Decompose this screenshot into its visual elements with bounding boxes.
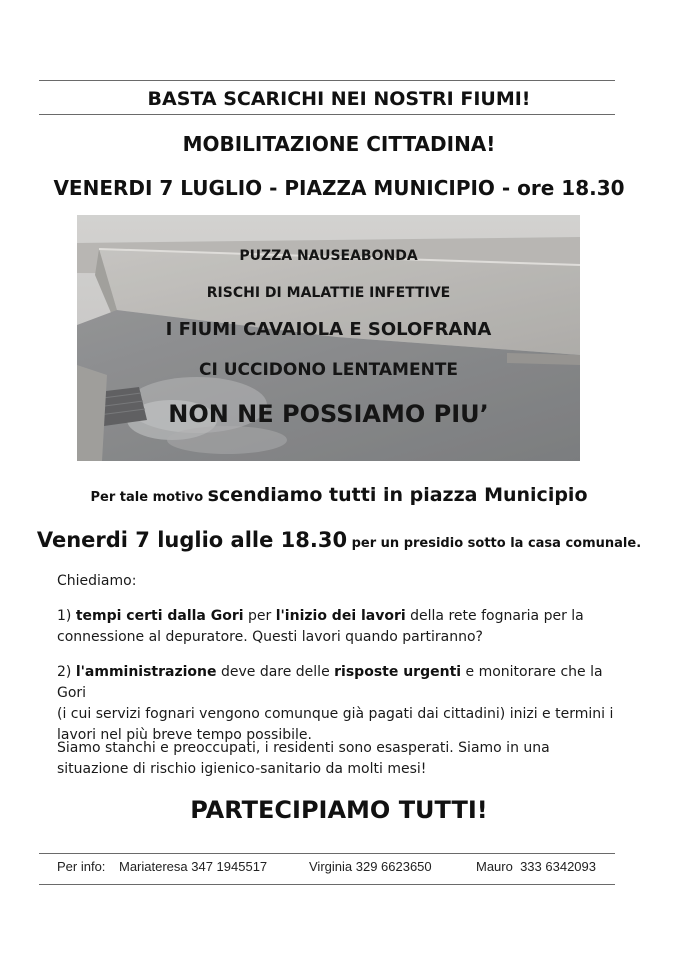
- contact-label: Per info:: [57, 859, 106, 874]
- date-small-text: per un presidio sotto la casa comunale.: [347, 536, 642, 551]
- request-2-line-3: lavori nel più breve tempo possibile.: [57, 727, 312, 743]
- overlay-line-4: CI UCCIDONO LENTAMENTE: [198, 360, 459, 380]
- request-2-bold-b: risposte urgenti: [334, 664, 462, 680]
- request-1: [57, 606, 627, 648]
- contact-virginia: Virginia 329 6623650: [309, 859, 432, 874]
- footer-top-rule: [39, 853, 615, 854]
- river-photo: [77, 215, 580, 461]
- request-1-line-2: connessione al depuratore. Questi lavori quando partiranno?: [57, 629, 483, 645]
- footer-bottom-rule: [39, 884, 615, 885]
- closing-line-1: Siamo stanchi e preoccupati, i residenti sono esasperati. Siamo in una: [57, 740, 550, 756]
- request-1-number: 1): [57, 608, 76, 624]
- closing-line-2: situazione di rischio igienico-sanitario da molti mesi!: [57, 761, 427, 777]
- overlay-line-1: PUZZA NAUSEABONDA: [239, 248, 418, 264]
- request-1-text-a: per: [243, 608, 276, 624]
- contact-mariateresa: Mariateresa 347 1945517: [119, 859, 268, 874]
- request-2-bold-a: l'amministrazione: [75, 664, 217, 680]
- request-2-line-2: (i cui servizi fognari vengono comunque già pagati dai cittadini) inizi e termini i: [57, 706, 614, 722]
- headline: BASTA SCARICHI NEI NOSTRI FIUMI!: [147, 88, 531, 110]
- request-2-text-b: e monitorare che la Gori: [57, 664, 603, 701]
- call-to-action: PARTECIPIAMO TUTTI!: [190, 796, 488, 824]
- event-date-line: VENERDI 7 LUGLIO - PIAZZA MUNICIPIO - ore 18.30: [53, 176, 625, 200]
- mobilization-title: MOBILITAZIONE CITTADINA!: [182, 132, 496, 156]
- request-1-bold-a: tempi certi dalla Gori: [75, 608, 244, 624]
- request-1-text-b: della rete fognaria per la: [405, 608, 584, 624]
- date-big-text: Venerdi 7 luglio alle 18.30: [36, 528, 348, 552]
- date-line: [0, 528, 678, 552]
- overlay-line-2: RISCHI DI MALATTIE INFETTIVE: [206, 285, 451, 301]
- reason-small-text: Per tale motivo: [90, 490, 208, 505]
- closing-paragraph: [57, 738, 627, 780]
- contact-mauro: Mauro 333 6342093: [476, 859, 596, 874]
- request-2-text-a: deve dare delle: [216, 664, 335, 680]
- request-2: [57, 662, 627, 746]
- request-1-bold-b: l'inizio dei lavori: [275, 608, 406, 624]
- top-rule: [39, 80, 615, 81]
- headline-rule: [39, 114, 615, 115]
- request-2-number: 2): [57, 664, 76, 680]
- reason-big-text: scendiamo tutti in piazza Municipio: [207, 484, 588, 506]
- overlay-line-5: NON NE POSSIAMO PIU’: [168, 400, 489, 428]
- ask-heading: Chiediamo:: [57, 573, 137, 589]
- reason-line: [0, 484, 678, 506]
- overlay-line-3: I FIUMI CAVAIOLA E SOLOFRANA: [165, 319, 492, 340]
